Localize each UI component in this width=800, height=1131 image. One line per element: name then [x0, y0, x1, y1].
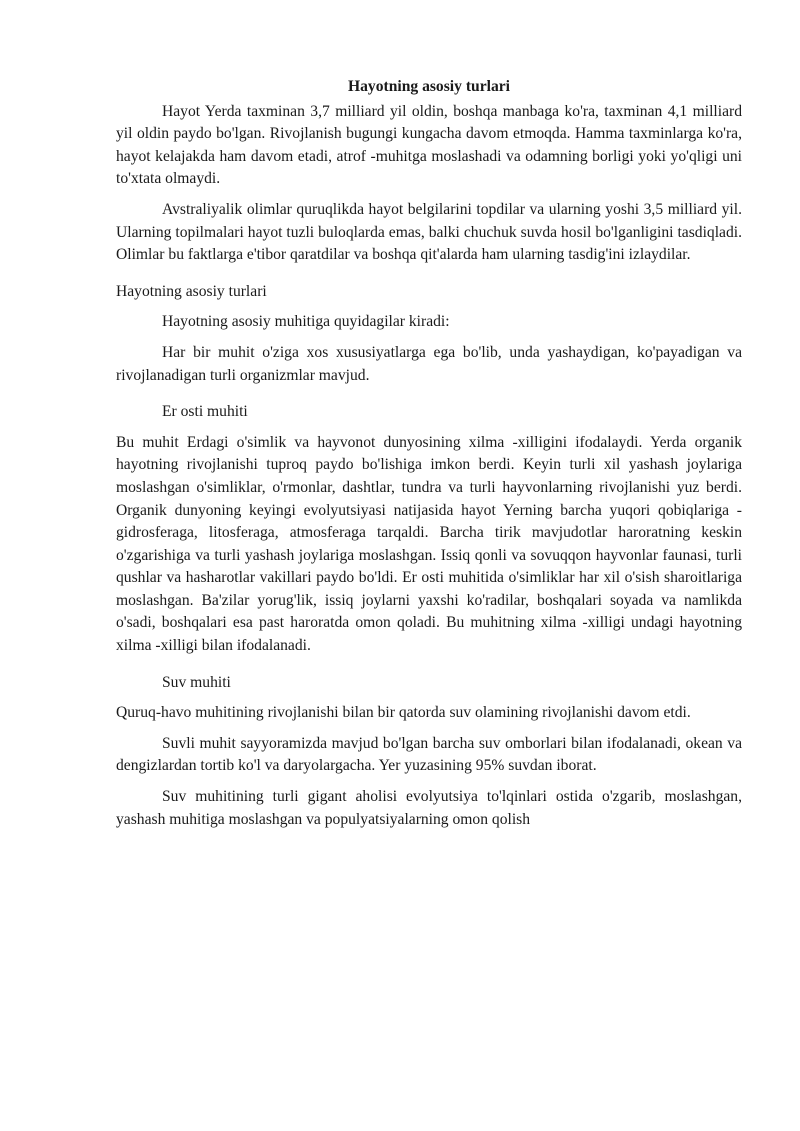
paragraph-intro: Hayot Yerda taxminan 3,7 milliard yil oldin, boshqa manbaga ko'ra, taxminan 4,1 milliard yil oldin paydo bo'lgan. Rivojlanish bugungi kungacha davom etmoqda. Hamma taxminlarga ko'ra, hayot kelajakda ham davom etadi, atrof -muhitga moslashadi va odamning borligi yoki yo'qligi uni to'xtata olmaydi. [116, 102, 742, 188]
section-heading-main-types: Hayotning asosiy turlari [116, 282, 267, 300]
document-title: Hayotning asosiy turlari [347, 78, 510, 95]
paragraph-ground-air-description: Bu muhit Erdagi o'simlik va hayvonot dunyosining xilma -xilligini ifodalaydi. Yerda organik hayotning rivojlanishi tuproq paydo bo'lishiga imkon berdi. Keyin turli xil yashash joylariga moslashgan o'simliklar, o'rmonlar, dashtlar, tundra va turli hayvonlarning rivojlanishi yuz berdi. Organik dunyoning keyingi evolyutsiyasi natijasida hayot Yerning barcha yuqori qobiqlariga - gidrosferaga, litosferaga, atmosferaga tarqaldi. Barcha tirik mavjudotlar haroratning keskin o'zgarishiga va turli yashash joylariga moslashgan. Issiq qonli va sovuqqon hayvonlar faunasi, turli qushlar va hasharotlar vakillari paydo bo'ldi. Er osti muhitida o'simliklar har xil o'sish sharoitlariga moslashgan. Ba'zilar yorug'lik, issiq joylarni yaxshi ko'radilar, boshqalari soyada va namlikda o'sadi, boshqalari esa past haroratda omon qoladi. Bu muhitning xilma -xilligi undagi hayotning xilma -xilligi bilan ifodalanadi. [116, 433, 742, 655]
paragraph-water-bodies: Suvli muhit sayyoramizda mavjud bo'lgan barcha suv omborlari bilan ifodalanadi, okean va dengizlardan tortib ko'l va daryolargacha. Yer yuzasining 95% suvdan iborat. [116, 734, 742, 775]
paragraph-each-environment: Har bir muhit o'ziga xos xususiyatlarga ega bo'lib, unda yashaydigan, ko'payadigan va rivojlanadigan turli organizmlar mavjud. [116, 343, 742, 384]
section-heading-ground-air: Er osti muhiti [162, 403, 248, 421]
paragraph-water-development: Quruq-havo muhitining rivojlanishi bilan bir qatorda suv olamining rivojlanishi davom etdi. [116, 704, 691, 722]
document-page [116, 76, 742, 831]
section-heading-water: Suv muhiti [162, 673, 231, 691]
paragraph-australian-scientists: Avstraliyalik olimlar quruqlikda hayot belgilarini topdilar va ularning yoshi 3,5 milliard yil. Ularning topilmalari hayot tuzli buloqlarda emas, balki chuchuk suvda hosil bo'lganligini tasdiqladi. Olimlar bu faktlarga e'tibor qaratdilar va boshqa qit'alarda ham ularning tasdig'ini izlaydilar. [116, 200, 742, 264]
paragraph-main-environments: Hayotning asosiy muhitiga quyidagilar kiradi: [162, 313, 450, 331]
paragraph-water-inhabitants: Suv muhitining turli gigant aholisi evolyutsiya to'lqinlari ostida o'zgarib, moslashgan, yashash muhitiga moslashgan va populyatsiyalarning omon qolish [116, 788, 742, 828]
